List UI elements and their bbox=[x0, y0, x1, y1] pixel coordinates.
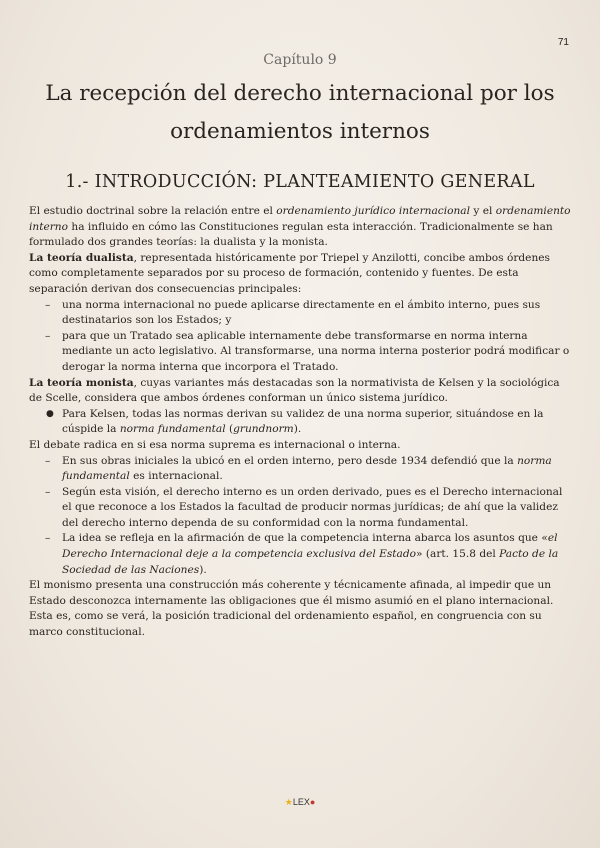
text-span: ). bbox=[199, 563, 207, 576]
bold-term: La teoría monista bbox=[29, 376, 134, 389]
italic-term: grundnorm bbox=[233, 423, 294, 436]
dualist-consequences-list bbox=[29, 298, 574, 376]
italic-term: el Derecho Internacional deje a la competencia exclusiva del Estado bbox=[62, 532, 558, 561]
paragraph-intro bbox=[29, 204, 574, 251]
chapter-title: La recepción del derecho internacional por los ordenamientos internos bbox=[45, 81, 555, 144]
body-text bbox=[29, 204, 574, 641]
footer-logo bbox=[0, 797, 600, 808]
text-span: ha influido en cómo las Constituciones regulan esta interacción. Tradicionalmente se han formulado dos grandes teorías: la dualista y la monista. bbox=[29, 220, 553, 249]
dash-marker: – bbox=[45, 485, 51, 498]
logo-text: LEX bbox=[292, 797, 310, 807]
text-span: ( bbox=[225, 423, 234, 436]
text-span: » (art. 15.8 del bbox=[416, 548, 500, 561]
italic-term: Pacto de la Sociedad de las Naciones bbox=[62, 548, 559, 576]
page-number: 71 bbox=[557, 37, 569, 48]
italic-term: ordenamiento interno bbox=[29, 205, 571, 233]
list-item bbox=[29, 298, 574, 329]
chapter-label: Capítulo 9 bbox=[263, 52, 337, 68]
section-heading: 1.- INTRODUCCIÓN: PLANTEAMIENTO GENERAL bbox=[65, 172, 535, 192]
list-item bbox=[29, 454, 574, 485]
text-span: ). bbox=[293, 423, 302, 436]
text-span: Para Kelsen, todas las normas derivan su validez de una norma superior, situándose en la cúspide la bbox=[62, 407, 544, 436]
text-span: En sus obras iniciales la ubicó en el orden interno, pero desde 1934 defendió que la bbox=[62, 454, 518, 467]
list-item-text: para que un Tratado sea aplicable internamente debe transformarse en norma interna mediante un acto legislativo. Al transformarse, una norma interna posterior podrá modificar o derogar la norma interna que incorpora el Tratado. bbox=[62, 329, 570, 373]
text-span: y el bbox=[470, 205, 496, 217]
paragraph-dualist bbox=[29, 251, 574, 298]
text-span: , representada históricamente por Triepel y Anzilotti, concibe ambos órdenes como completamente separados por su proceso de formación, contenido y fuentes. De esta separación derivan dos consecuencias principales: bbox=[29, 251, 550, 295]
paragraph-conclusion: El monismo presenta una construcción más coherente y técnicamente afinada, al impedir que un Estado desconozca internamente las obligaciones que él mismo asumió en el plano internacional. Esta es, como se verá, la posición tradicional del ordenamiento español, en congruencia con su marco constitucional. bbox=[29, 579, 554, 639]
bullet-marker: ● bbox=[46, 408, 54, 419]
list-item bbox=[29, 329, 574, 376]
dash-marker: – bbox=[45, 329, 51, 342]
list-item bbox=[29, 407, 574, 438]
bold-term: La teoría dualista bbox=[29, 251, 134, 264]
monist-list bbox=[29, 454, 574, 579]
drop-icon: ● bbox=[309, 797, 316, 807]
paragraph-debate: El debate radica en si esa norma suprema es internacional o interna. bbox=[29, 438, 401, 451]
text-span: El estudio doctrinal sobre la relación entre el bbox=[29, 205, 277, 217]
text-span: , cuyas variantes más destacadas son la normativista de Kelsen y la sociológica de Scelle, considera que ambos órdenes conforman un único sistema jurídico. bbox=[29, 376, 560, 405]
dash-marker: – bbox=[45, 298, 51, 311]
paragraph-monist bbox=[29, 376, 574, 407]
list-item bbox=[29, 485, 574, 532]
italic-term: ordenamiento jurídico internacional bbox=[276, 205, 470, 217]
dash-marker: – bbox=[45, 454, 51, 467]
italic-term: norma fundamental bbox=[119, 423, 226, 436]
list-item-text: una norma internacional no puede aplicarse directamente en el ámbito interno, pues sus destinatarios son los Estados; y bbox=[62, 298, 541, 327]
italic-term: norma fundamental bbox=[62, 454, 552, 483]
star-icon: ★ bbox=[284, 797, 293, 807]
list-item-text: Según esta visión, el derecho interno es un orden derivado, pues es el Derecho internacional el que reconoce a los Estados la facultad de producir normas jurídicas; de ahí que la validez del derecho interno dependa de su conformidad con la norma fundamental. bbox=[62, 485, 563, 529]
list-item bbox=[29, 531, 574, 578]
text-span: es internacional. bbox=[129, 470, 223, 483]
kelsen-list bbox=[29, 407, 574, 438]
text-span: La idea se refleja en la afirmación de que la competencia interna abarca los asuntos que « bbox=[62, 532, 548, 545]
dash-marker: – bbox=[45, 532, 51, 545]
